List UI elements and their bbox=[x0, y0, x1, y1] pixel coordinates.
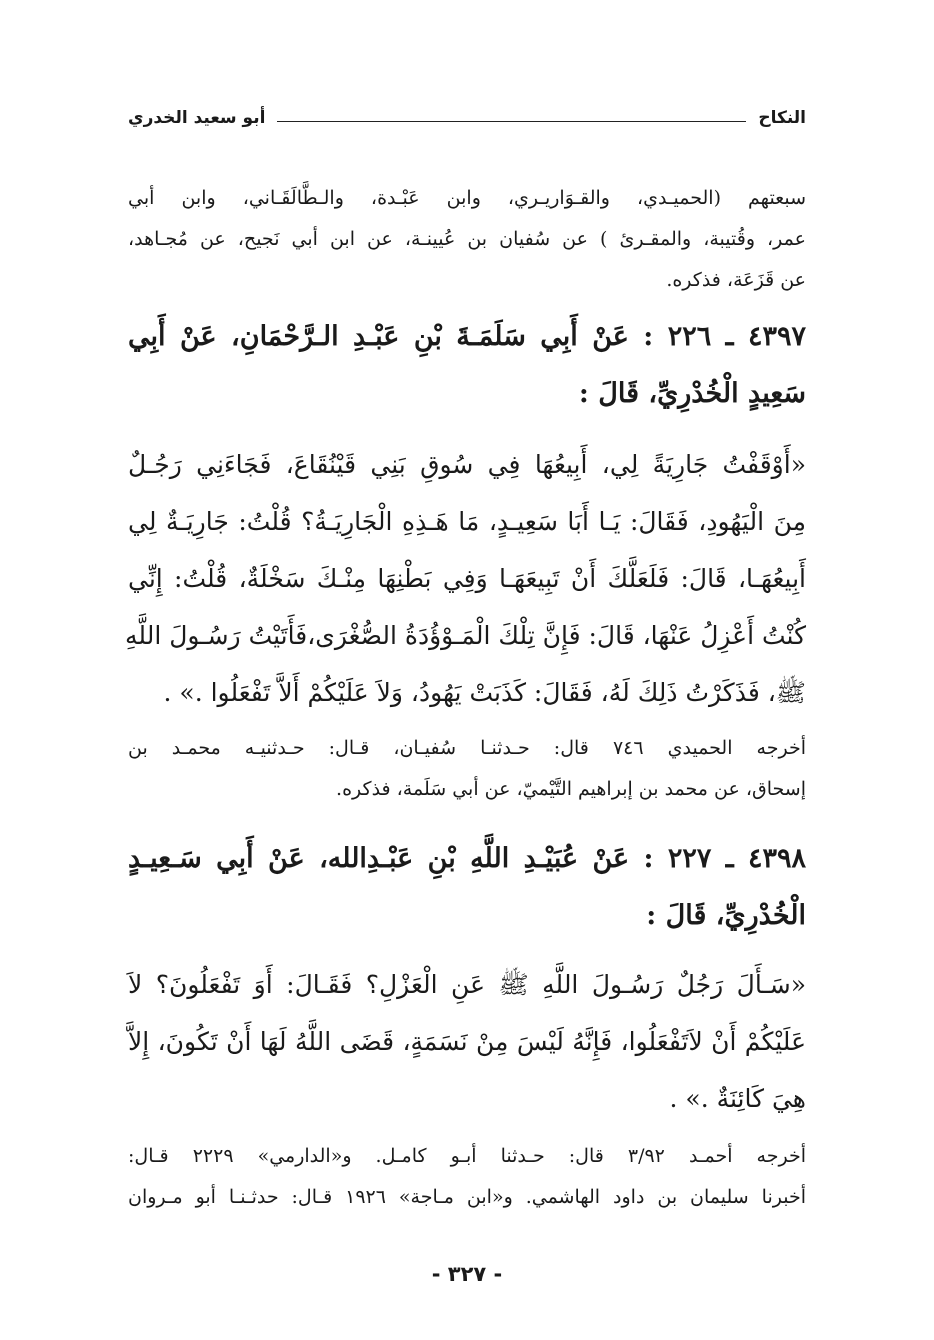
hadith-heading-4398 bbox=[128, 830, 806, 944]
page-number: - ٣٢٧ - bbox=[431, 1262, 503, 1286]
text-line: سَعِيدٍ الْخُدْرِيِّ، قَالَ : bbox=[578, 378, 806, 409]
text-line: ٤٣٩٧ ـ ٢٢٦ : عَنْ أَبِي سَلَمَـةَ بْنِ عَبْـدِ الـرَّحْمَانِ، عَنْ أَبِي bbox=[128, 321, 806, 352]
hadith-heading-4397 bbox=[128, 308, 806, 422]
footnote-2 bbox=[128, 728, 806, 810]
section-title: أبو سعيد الخدري bbox=[128, 108, 266, 128]
header-rule bbox=[277, 121, 746, 122]
hadith-text-4398 bbox=[128, 956, 806, 1127]
text-line: أخرجه أحمـد ٣/٩٢ قال: حـدثنا أبـو كامـل. و«الدارمي» ٢٢٢٩ قـال: bbox=[128, 1145, 806, 1167]
text-line: الْخُدْرِيِّ، قَالَ : bbox=[646, 900, 806, 931]
text-line: مِنَ الْيَهُودِ، فَقَالَ: يَـا أَبَا سَعِيـدٍ، مَا هَـذِهِ الْجَارِيَـةُ؟ قُلْتُ: جَارِيَـةٌ لِي bbox=[128, 507, 806, 536]
hadith-text-4397 bbox=[125, 436, 806, 721]
text-line: إسحاق، عن محمد بن إبراهيم التَّيْميّ، عن أبي سَلَمة، فذكره. bbox=[336, 778, 806, 800]
running-header bbox=[128, 100, 806, 136]
text-line: عن قَزَعَة، فذكره. bbox=[666, 269, 806, 291]
text-line: «أَوْقَفْتُ جَارِيَةً لِي، أَبِيعُهَا فِي سُوقِ بَنِي قَيْنُقَاعَ، فَجَاءَنِي رَجُـلٌ bbox=[128, 450, 806, 479]
chapter-title: النكاح bbox=[758, 108, 806, 128]
text-line: كُنْتُ أَعْزِلُ عَنْهَا، قَالَ: فَإِنَّ تِلْكَ الْمَـوْؤُدَةُ الصُّغْرَى،فَأَتَيْتُ رَسُـولَ اللَّهِ bbox=[125, 621, 806, 650]
text-line: ٤٣٩٨ ـ ٢٢٧ : عَنْ عُبَيْـدِ اللَّهِ بْنِ عَبْـدِالله، عَنْ أَبِي سَـعِيـدٍ bbox=[128, 843, 806, 874]
footnote-1 bbox=[128, 178, 806, 301]
text-line: «سَـأَلَ رَجُلٌ رَسُـولَ اللَّهِ ﷺ عَنِ الْعَزْلِ؟ فَقَـالَ: أَوَ تَفْعَلُونَ؟ لاَ bbox=[128, 970, 806, 999]
text-line: ﷺ، فَذَكَرْتُ ذَلِكَ لَهُ، فَقَالَ: كَذَبَتْ يَهُودُ، وَلاَ عَلَيْكُمْ أَلاَّ تَفْعَلُوا .» . bbox=[163, 678, 806, 707]
text-line: أخبرنا سليمان بن داود الهاشمي. و«ابن مـاجة» ١٩٢٦ قـال: حدثـنـا أبو مـروان bbox=[128, 1186, 806, 1208]
footnote-3 bbox=[128, 1136, 806, 1218]
text-line: أخرجه الحميدي ٧٤٦ قال: حـدثنـا سُفيـان، قـال: حـدثنيـه محمـد بن bbox=[128, 737, 806, 759]
text-line: سبعتهم (الحميـدي، والقـوَاريـري، وابن عَبْـدة، والـطَّالَقَـاني، وابن أبي bbox=[128, 187, 806, 209]
text-line: عمر، وقُتيبة، والمقـرئ ) عن سُفيان بن عُيينـة، عن ابن أبي نَجيح، عن مُجـاهد، bbox=[128, 228, 806, 250]
text-line: هِيَ كَائِنَةٌ .» . bbox=[669, 1084, 806, 1113]
text-line: أَبِيعُهَـا، قَالَ: فَلَعَلَّكَ أَنْ تَبِيعَهَـا وَفِي بَطْنِهَا مِنْـكَ سَخْلَةٌ، قُلْتُ: إِنِّي bbox=[128, 564, 806, 593]
text-line: عَلَيْكُمْ أَنْ لاَتَفْعَلُوا، فَإِنَّهُ لَيْسَ مِنْ نَسَمَةٍ، قَضَى اللَّهُ لَهَا أَنْ تَكُونَ، إِلاَّ bbox=[128, 1027, 806, 1056]
